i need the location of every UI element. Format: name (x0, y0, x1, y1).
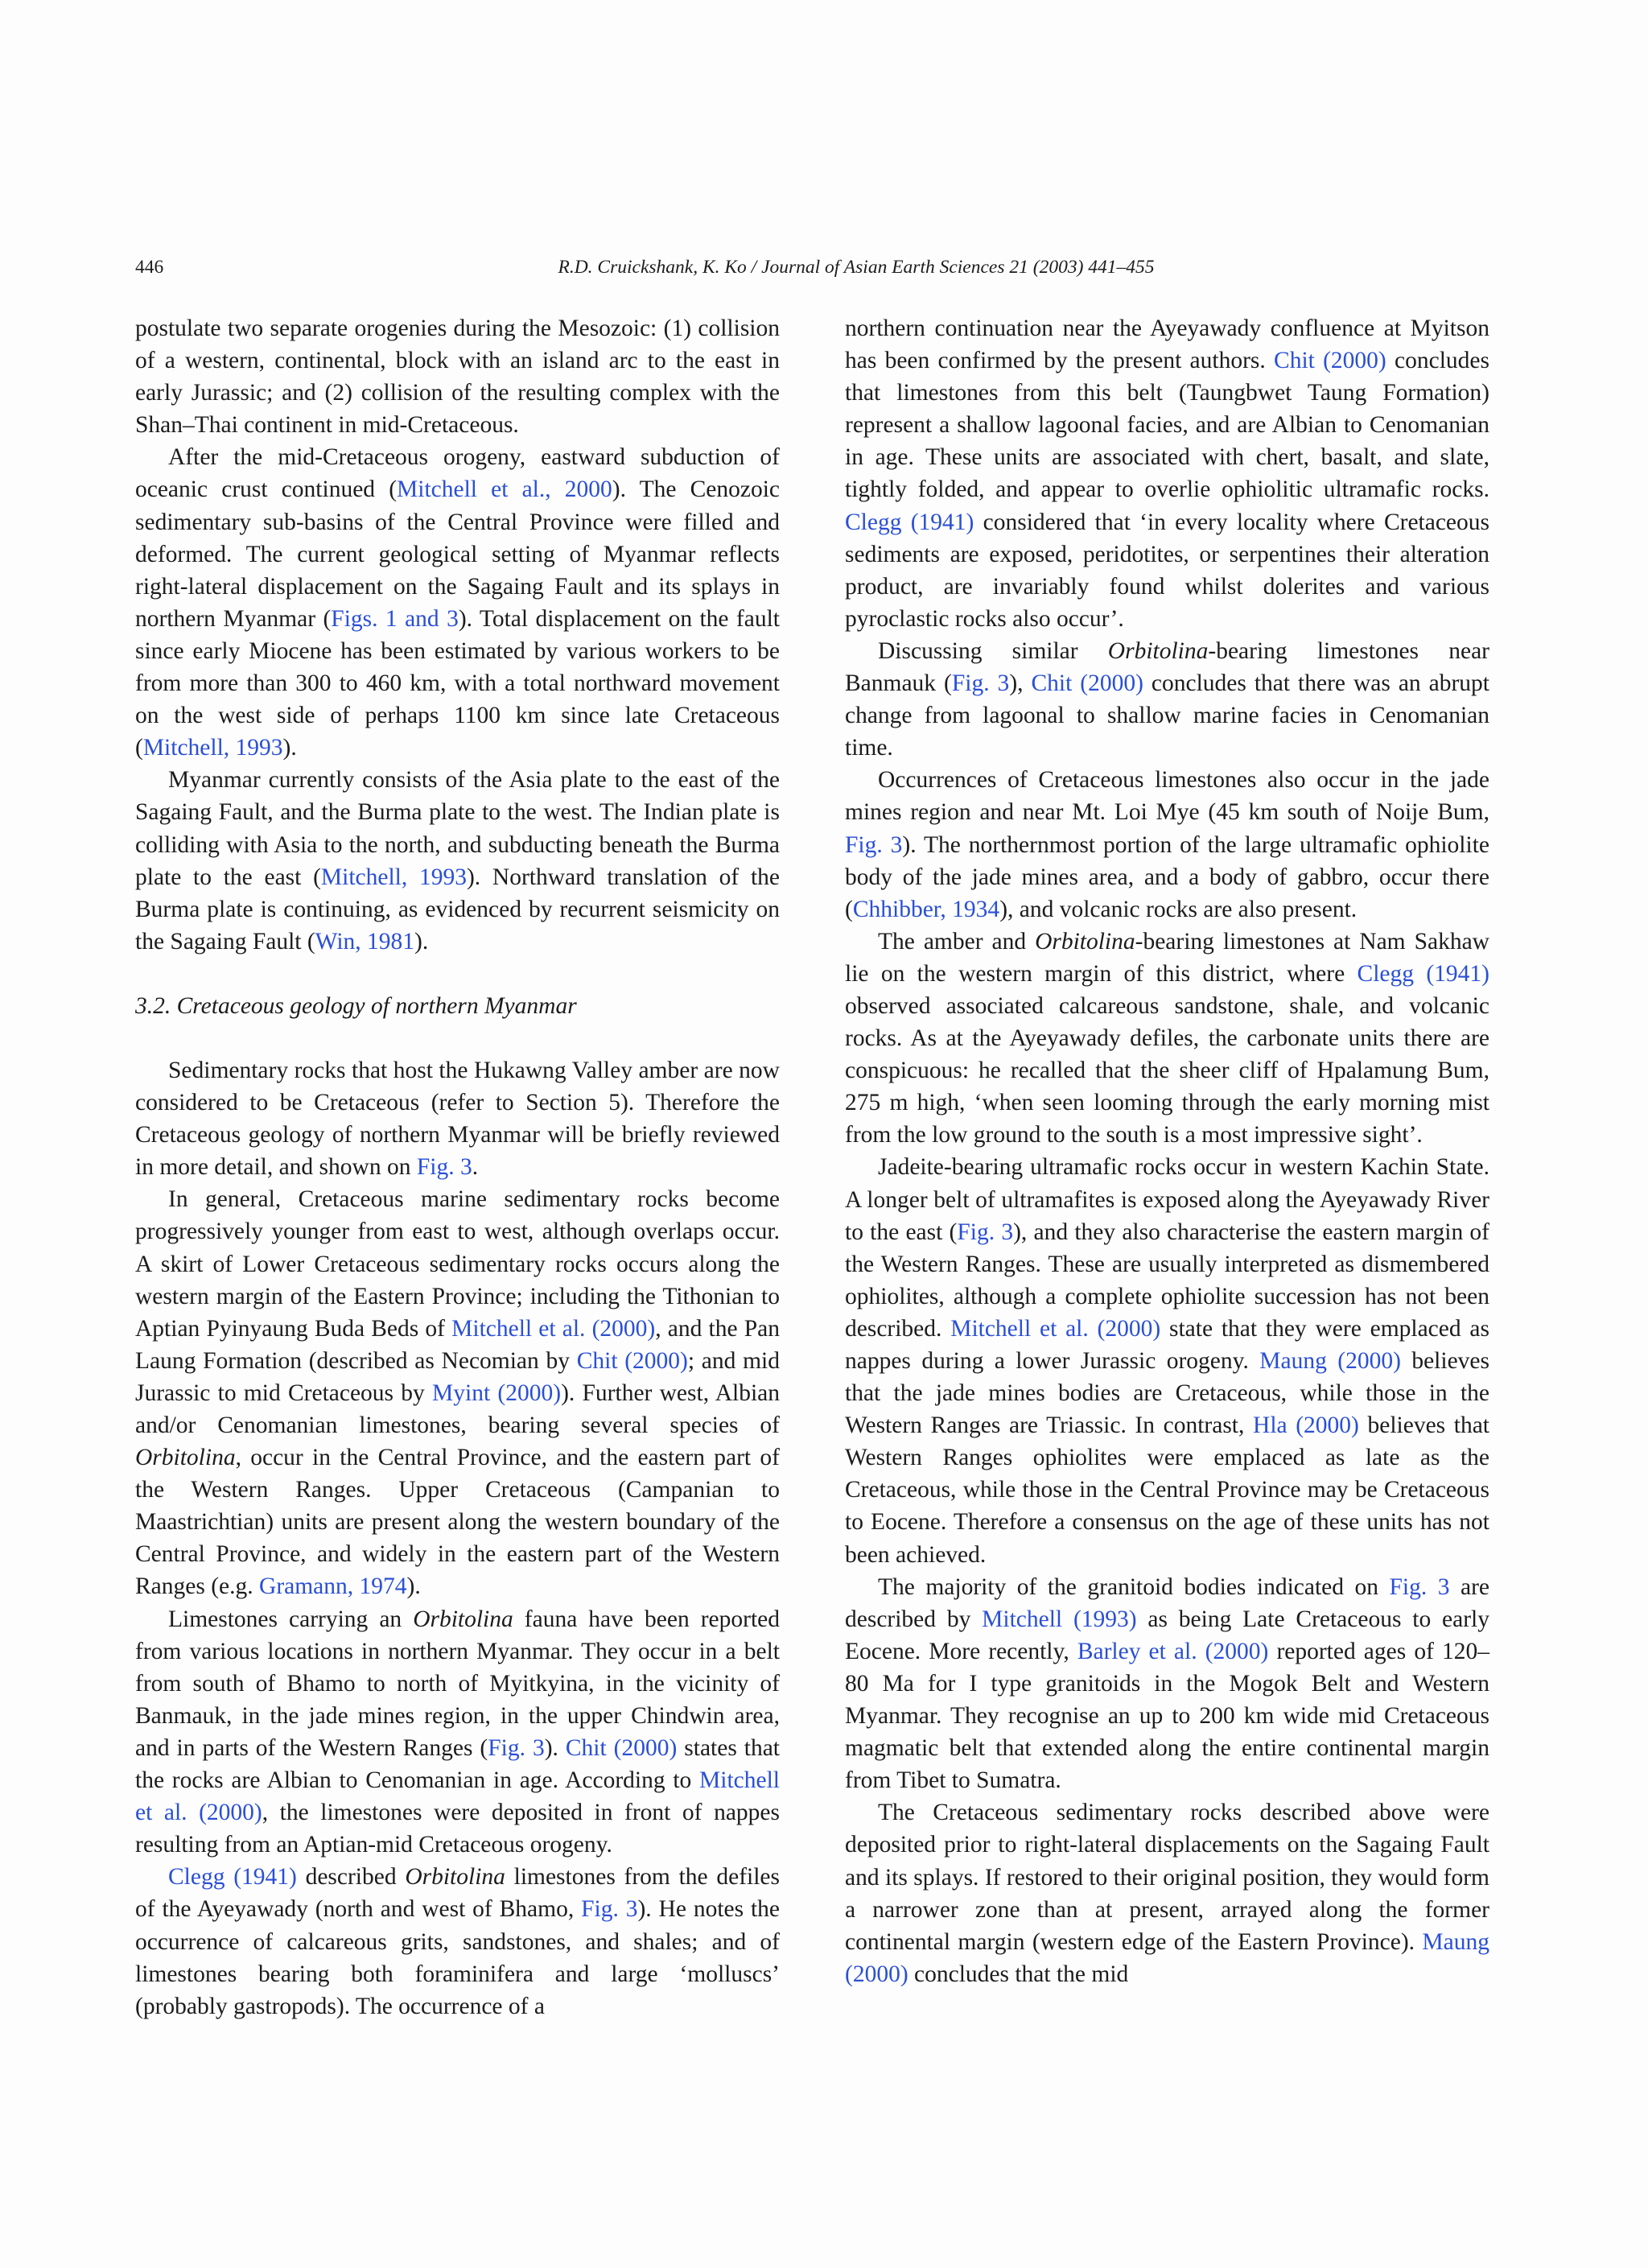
paragraph: In general, Cretaceous marine sedimentary rocks become progressively younger from east to west, although overlaps occur. A skirt of Lower Cretaceous sedimentary rocks occurs along the western margin of the Eastern Province; including the Tithonian to Aptian Pyinyaung Buda Beds of Mitchell et al. (2000), and the Pan Laung Formation (described as Necomian by Chit (2000); and mid Jurassic to mid Cretaceous by Myint (2000)). Further west, Albian and/or Cenomanian limestones, bearing several species of Orbitolina, occur in the Central Province, and the eastern part of the Western Ranges. Upper Cretaceous (Campanian to Maastrichtian) units are present along the western boundary of the Central Province, and widely in the eastern part of the Western Ranges (e.g. Gramann, 1974). (135, 1186, 780, 1600)
citation-link[interactable]: Mitchell et al. (2000) (451, 1315, 656, 1342)
citation-link[interactable]: Barley et al. (2000) (1077, 1638, 1269, 1664)
citation-link[interactable]: Maung (2000) (845, 1928, 1489, 1987)
figure-link[interactable]: Fig. 3 (1389, 1573, 1450, 1600)
paragraph: Sedimentary rocks that host the Hukawng Valley amber are now considered to be Cretaceous (refer to Section 5). Therefore the Cretaceous geology of northern Myanmar will be briefly reviewed in more detail, and shown on Fig. 3. (135, 1057, 780, 1181)
citation-link[interactable]: Mitchell (1993) (982, 1606, 1137, 1632)
citation-link[interactable]: Chit (2000) (565, 1734, 678, 1761)
taxon-name: Orbitolina (413, 1606, 513, 1632)
citation-link[interactable]: Mitchell et al., 2000 (397, 476, 612, 503)
section-heading: 3.2. Cretaceous geology of northern Myanmar (135, 992, 577, 1019)
citation-link[interactable]: Gramann, 1974 (259, 1573, 407, 1600)
figure-link[interactable]: Fig. 3 (416, 1154, 472, 1181)
figure-link[interactable]: Fig. 3 (488, 1734, 545, 1761)
citation-link[interactable]: Clegg (1941) (168, 1864, 297, 1891)
citation-link[interactable]: Chhibber, 1934 (852, 896, 1000, 922)
figure-link[interactable]: Fig. 3 (951, 670, 1010, 697)
paragraph: The Cretaceous sedimentary rocks described above were deposited prior to right-lateral displacements on the Sagaing Fault and its splays. If restored to their original position, they would form a narrower zone than at present, arrayed along the former continental margin (western edge of the Eastern Province). Maung (2000) concludes that the mid (845, 1800, 1489, 1987)
taxon-name: Orbitolina (1107, 637, 1209, 664)
citation-link[interactable]: Mitchell et al. (2000) (950, 1315, 1161, 1342)
figure-link[interactable]: Fig. 3 (581, 1896, 638, 1923)
citation-link[interactable]: Chit (2000) (1274, 348, 1386, 374)
figure-link[interactable]: Fig. 3 (957, 1219, 1014, 1245)
paragraph: Clegg (1941) described Orbitolina limestones from the defiles of the Ayeyawady (north and west of Bhamo, Fig. 3). He notes the occurrence of calcareous grits, sandstones, and shales; and of limestones bearing both foraminifera and large ‘molluscs’ (probably gastropods). The occurrence of a (135, 1864, 781, 2019)
page-number: 446 (135, 257, 164, 278)
paragraph: After the mid-Cretaceous orogeny, eastward subduction of oceanic crust continued (Mitchell et al., 2000). The Cenozoic sedimentary sub-basins of the Central Province were filled and deformed. The current geological setting of Myanmar reflects right-lateral displacement on the Sagaing Fault and its splays in northern Myanmar (Figs. 1 and 3). Total displacement on the fault since early Miocene has been estimated by various workers to be from more than 300 to 460 km, with a total northward movement on the west side of perhaps 1100 km since late Cretaceous (Mitchell, 1993). (135, 444, 780, 761)
journal-citation: R.D. Cruickshank, K. Ko / Journal of Asian Earth Sciences 21 (2003) 441–455 (558, 257, 1155, 278)
citation-link[interactable]: Hla (2000) (1253, 1412, 1359, 1439)
citation-link[interactable]: Clegg (1941) (845, 509, 974, 535)
citation-link[interactable]: Myint (2000) (432, 1379, 562, 1406)
figure-link[interactable]: Fig. 3 (845, 831, 903, 858)
paragraph: Jadeite-bearing ultramafic rocks occur in western Kachin State. A longer belt of ultramafites is exposed along the Ayeyawady River to the east (Fig. 3), and they also characterise the eastern margin of the Western Ranges. These are usually interpreted as dismembered ophiolites, although a complete ophiolite succession has not been described. Mitchell et al. (2000) state that they were emplaced as nappes during a lower Jurassic orogeny. Maung (2000) believes that the jade mines bodies are Cretaceous, while those in the Western Ranges are Triassic. In contrast, Hla (2000) believes that Western Ranges ophiolites were emplaced as late as the Cretaceous, while those in the Central Province may be Cretaceous to Eocene. Therefore a consensus on the age of these units has not been achieved. (845, 1154, 1489, 1568)
citation-link[interactable]: Win, 1981 (315, 928, 415, 955)
paragraph: Myanmar currently consists of the Asia plate to the east of the Sagaing Fault, and the Burma plate to the west. The Indian plate is colliding with Asia to the north, and subducting beneath the Burma plate to the east (Mitchell, 1993). Northward translation of the Burma plate is continuing, as evidenced by recurrent seismicity on the Sagaing Fault (Win, 1981). (135, 767, 780, 955)
citation-link[interactable]: Mitchell, 1993 (142, 735, 283, 761)
paragraph: northern continuation near the Ayeyawady confluence at Myitson has been confirmed by the present authors. Chit (2000) concludes that limestones from this belt (Taungbwet Taung Formation) represent a shallow lagoonal facies, and are Albian to Cenomanian in age. These units are associated with chert, basalt, and slate, tightly folded, and appear to overlie ophiolitic ultramafic rocks. Clegg (1941) considered that ‘in every locality where Cretaceous sediments are exposed, peridotites, or serpentines their alteration product, are invariably found whilst dolerites and various pyroclastic rocks also occur’. (845, 315, 1489, 632)
citation-link[interactable]: Clegg (1941) (1357, 960, 1489, 987)
left-column (135, 312, 780, 2023)
citation-link[interactable]: Maung (2000) (1259, 1348, 1401, 1374)
citation-link[interactable]: Chit (2000) (576, 1347, 688, 1374)
taxon-name: Orbitolina (405, 1864, 505, 1891)
citation-link[interactable]: Mitchell et al. (2000) (135, 1767, 780, 1826)
taxon-name: Orbitolina (135, 1445, 236, 1471)
right-column (845, 312, 1489, 1990)
citation-link[interactable]: Mitchell, 1993 (320, 864, 467, 890)
paragraph: Occurrences of Cretaceous limestones also occur in the jade mines region and near Mt. Loi Mye (45 km south of Noije Bum, Fig. 3). The northernmost portion of the large ultramafic ophiolite body of the jade mines area, and a body of gabbro, occur there (Chhibber, 1934), and volcanic rocks are also present. (845, 767, 1489, 922)
figure-link[interactable]: Figs. 1 and 3 (331, 605, 459, 632)
paragraph: Limestones carrying an Orbitolina fauna have been reported from various locations in northern Myanmar. They occur in a belt from south of Bhamo to north of Myitkyina, in the vicinity of Banmauk, in the jade mines region, in the upper Chindwin area, and in parts of the Western Ranges (Fig. 3). Chit (2000) states that the rocks are Albian to Cenomanian in age. According to Mitchell et al. (2000), the limestones were deposited in front of nappes resulting from an Aptian-mid Cretaceous orogeny. (135, 1606, 781, 1858)
citation-link[interactable]: Chit (2000) (1031, 670, 1143, 697)
paragraph: Discussing similar Orbitolina-bearing limestones near Banmauk (Fig. 3), Chit (2000) concludes that there was an abrupt change from lagoonal to shallow marine facies in Cenomanian time. (845, 637, 1490, 761)
taxon-name: Orbitolina (1035, 928, 1135, 955)
paragraph: The amber and Orbitolina-bearing limestones at Nam Sakhaw lie on the western margin of this district, where Clegg (1941) observed associated calcareous sandstone, shale, and volcanic rocks. As at the Ayeyawady defiles, the carbonate units there are conspicuous: he recalled that the sheer cliff of Hpalamung Bum, 275 m high, ‘when seen looming through the early morning mist from the low ground to the south is a most impressive sight’. (845, 928, 1489, 1148)
paragraph: The majority of the granitoid bodies indicated on Fig. 3 are described by Mitchell (1993) as being Late Cretaceous to early Eocene. More recently, Barley et al. (2000) reported ages of 120–80 Ma for I type granitoids in the Mogok Belt and Western Myanmar. They recognise an up to 200 km wide mid Cretaceous magmatic belt that extended along the entire continental margin from Tibet to Sumatra. (845, 1573, 1490, 1794)
paragraph: postulate two separate orogenies during the Mesozoic: (1) collision of a western, continental, block with an island arc to the east in early Jurassic; and (2) collision of the resulting complex with the Shan–Thai continent in mid-Cretaceous. (135, 315, 780, 439)
